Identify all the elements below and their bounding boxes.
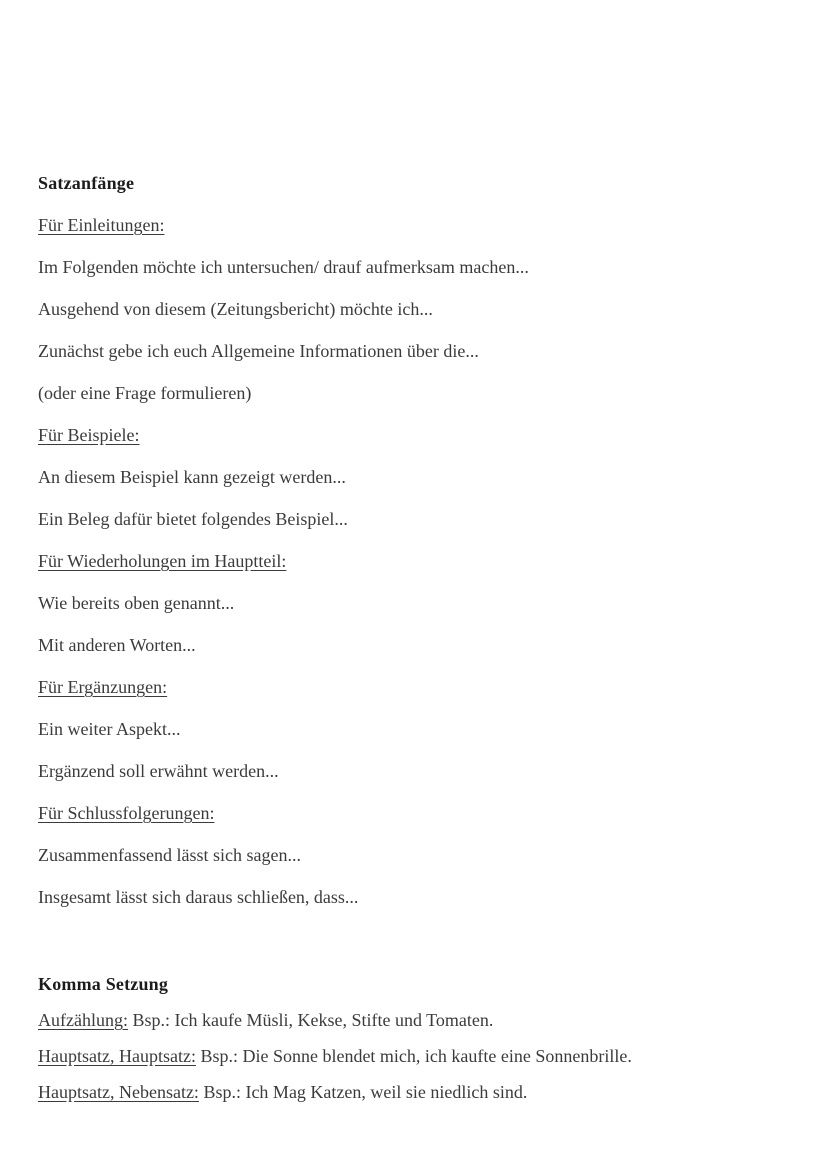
body-line: Zusammenfassend lässt sich sagen... (38, 845, 301, 865)
group-heading-wiederholungen: Für Wiederholungen im Hauptteil: (38, 551, 287, 571)
comma-rule-line (38, 1002, 768, 1038)
rule-example: Bsp.: Ich Mag Katzen, weil sie niedlich sind. (198, 1082, 528, 1102)
group-heading-schlussfolgerungen: Für Schlussfolgerungen: (38, 803, 215, 823)
section-satzanfaenge (38, 162, 768, 918)
body-line: Wie bereits oben genannt... (38, 593, 235, 613)
comma-rule-line (38, 1074, 768, 1110)
body-line: Ein Beleg dafür bietet folgendes Beispiel... (38, 509, 348, 529)
body-line: An diesem Beispiel kann gezeigt werden... (38, 467, 346, 487)
body-line: Mit anderen Worten... (38, 635, 196, 655)
section-title-satzanfaenge: Satzanfänge (38, 173, 135, 193)
body-line: Insgesamt lässt sich daraus schließen, dass... (38, 887, 359, 907)
group-heading-beispiele: Für Beispiele: (38, 425, 140, 445)
body-line: Ausgehend von diesem (Zeitungsbericht) möchte ich... (38, 299, 433, 319)
rule-label: Hauptsatz, Hauptsatz: (38, 1046, 196, 1066)
section-title-komma-setzung: Komma Setzung (38, 974, 169, 994)
section-komma-setzung (38, 966, 768, 1110)
body-line: Ein weiter Aspekt... (38, 719, 181, 739)
group-heading-einleitungen: Für Einleitungen: (38, 215, 165, 235)
body-line: Zunächst gebe ich euch Allgemeine Informationen über die... (38, 341, 479, 361)
body-line: Im Folgenden möchte ich untersuchen/ drauf aufmerksam machen... (38, 257, 529, 277)
rule-label: Hauptsatz, Nebensatz: (38, 1082, 199, 1102)
comma-rule-line (38, 1038, 768, 1074)
group-heading-ergaenzungen: Für Ergänzungen: (38, 677, 168, 697)
rule-example: Bsp.: Die Sonne blendet mich, ich kaufte eine Sonnenbrille. (195, 1046, 632, 1066)
rule-label: Aufzählung: (38, 1010, 128, 1030)
body-line: (oder eine Frage formulieren) (38, 383, 252, 403)
rule-example: Bsp.: Ich kaufe Müsli, Kekse, Stifte und Tomaten. (127, 1010, 494, 1030)
body-line: Ergänzend soll erwähnt werden... (38, 761, 279, 781)
